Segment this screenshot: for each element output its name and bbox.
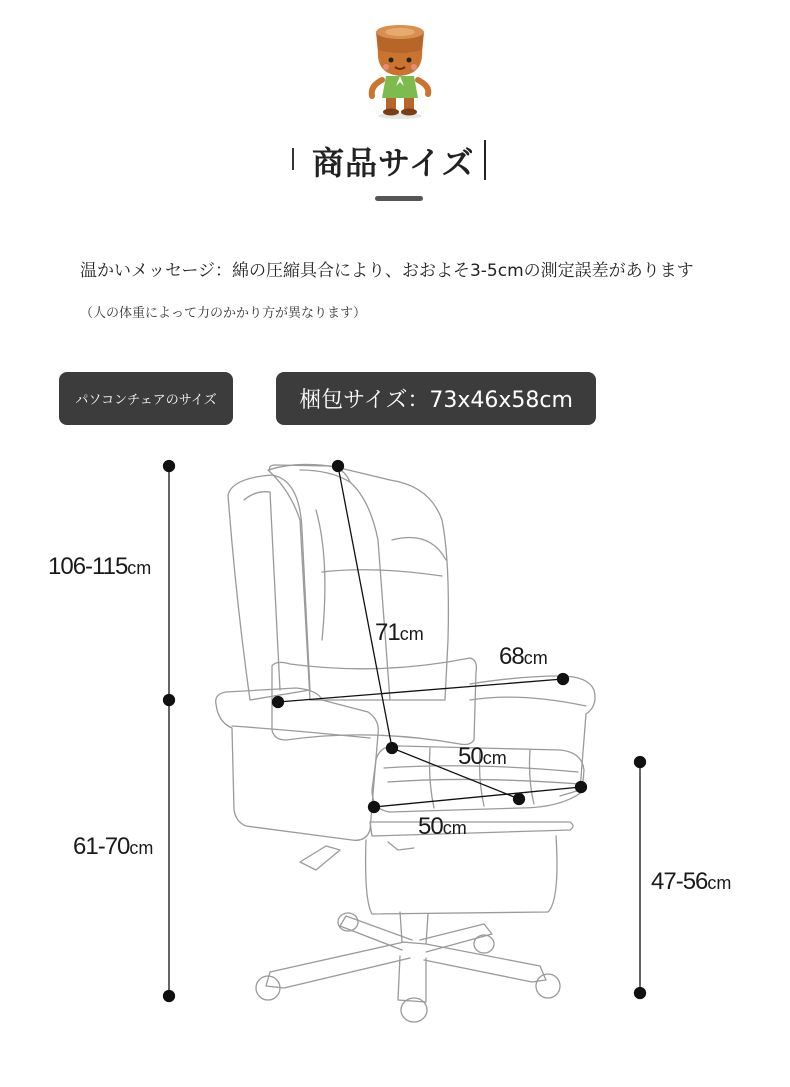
measurement-notice-sub: （人の体重によって力のかかり方が異なります）: [80, 306, 367, 321]
armrest-width-label: 68cm: [499, 643, 548, 670]
measurement-notice: 温かいメッセージ：綿の圧縮具合により、おおよそ3-5cmの測定誤差があります: [80, 261, 694, 281]
backrest-height-label: 71cm: [375, 619, 424, 646]
dimension-lines: [164, 461, 646, 1002]
armrest-height-label: 61-70cm: [73, 833, 154, 860]
seat-height-label: 47-56cm: [651, 868, 732, 895]
chair-outline: [216, 464, 595, 1022]
chair-size-tag: パソコンチェアのサイズ: [59, 372, 233, 425]
package-size-tag: 梱包サイズ：73x46x58cm: [276, 372, 596, 425]
page-title: 商品サイズ: [312, 144, 475, 182]
total-height-label: 106-115cm: [48, 553, 152, 580]
seat-width-label: 50cm: [418, 813, 467, 840]
seat-depth-label: 50cm: [458, 743, 507, 770]
